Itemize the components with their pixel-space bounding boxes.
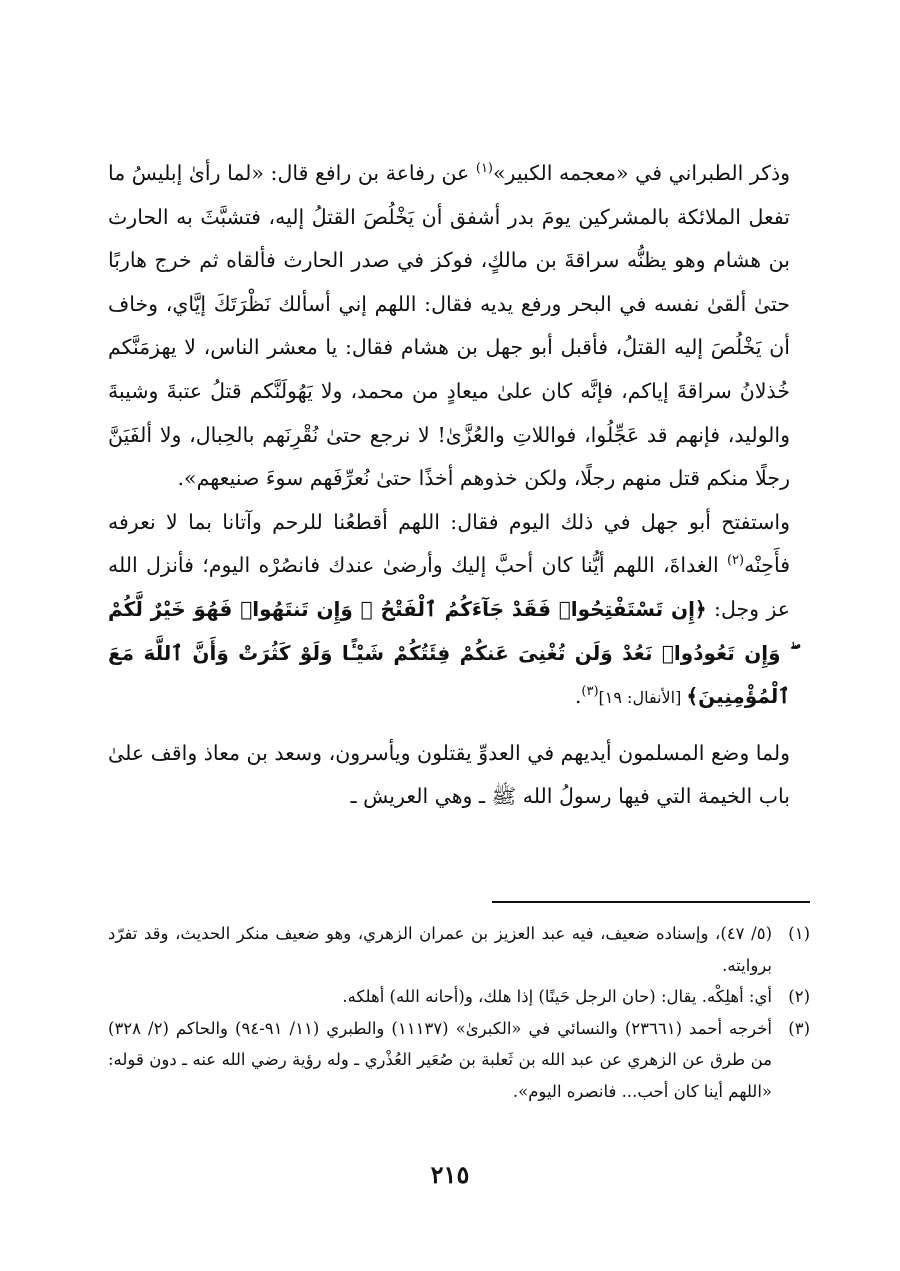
footnote-separator	[492, 901, 810, 903]
paragraph-spacer	[108, 720, 810, 732]
footnote-2	[108, 981, 810, 1013]
footnotes	[108, 918, 810, 1107]
footnote-ref-3: (٣)	[581, 684, 599, 700]
footnote-ref-1: (١)	[475, 161, 493, 177]
paragraph-1	[108, 152, 810, 501]
footnote-1	[108, 918, 810, 981]
verse-reference: [الأنفال: ١٩]	[598, 688, 687, 708]
paragraph-2-text-start: واستفتح أبو جهل في ذلك اليوم فقال: اللهم أقطعُنا للرحم وآتانا بما لا نعرفه فأَحِنْه	[108, 509, 790, 578]
paragraph-2-end: .	[574, 684, 582, 709]
paragraph-1-text-start: وذكر الطبراني في «معجمه الكبير»	[493, 161, 790, 185]
paragraph-1-text-end: عن رفاعة بن رافع قال: «لما رأىٰ إبليسُ ما تفعل الملائكة بالمشركين يومَ بدر أشفق أن يَخْلُصَ القتلُ إليه، فتشبَّثَ به الحارث بن هشام وهو يظنُّه سراقةَ بن مالكٍ، فوكز في صدر الحارث فألقاه ثم خرج هاربًا حتىٰ ألقىٰ نفسه في البحر ورفع يديه فقال: اللهم إني أسألك نَظْرَتَكَ إيَّاي، وخاف أن يَخْلُصَ إليه القتلُ، فأقبل أبو جهل بن هشام فقال: يا معشر الناس، لا يهزمَنَّكم خُذلانُ سراقةَ إياكم، فإنَّه كان علىٰ ميعادٍ من محمد، ولا يَهُولَنَّكم قتلُ عتبةَ وشيبةَ والوليد، فإنهم قد عَجِّلُوا، فواللاتِ والعُزَّىٰ! لا نرجع حتىٰ نُقْرِنَهم بالحِبال، ولا ألفَيَنَّ رجلًا منكم قتل منهم رجلًا، ولكن خذوهم أخذًا حتىٰ نُعرِّفَهم سوءَ صنيعهم».	[108, 161, 790, 491]
footnote-2-text: أي: أهلِكْه. يقال: (حان الرجل حَينًا) إذا هلك، و(أحانه الله) أهلكه.	[342, 987, 772, 1006]
footnote-3-text: أخرجه أحمد (٢٣٦٦١) والنسائي في «الكبرىٰ» (١١١٣٧) والطبري (١١/ ٩١-٩٤) والحاكم (٢/ ٣٢٨) من طرق عن الزهري عن عبد الله بن ثَعلبة بن صُعَير العُذْري ـ وله رؤية رضي الله عنه ـ دون قوله: «اللهم أينا كان أحب... فانصره اليوم».	[108, 1018, 772, 1101]
quran-verse: ﴿إِن تَسْتَفْتِحُوا۟ فَقَدْ جَآءَكُمُ ٱلْفَتْحُ ۖ وَإِن تَنتَهُوا۟ فَهُوَ خَيْرٌ لَّكُمْ ۖ وَإِن تَعُودُوا۟ نَعُدْ وَلَن تُغْنِىَ عَنكُمْ فِئَتُكُمْ شَيْـًٔا وَلَوْ كَثُرَتْ وَأَنَّ ٱللَّهَ مَعَ ٱلْمُؤْمِنِينَ﴾	[108, 596, 790, 709]
footnote-ref-2: (٢)	[726, 553, 745, 569]
main-text	[108, 152, 810, 819]
footnote-3	[108, 1013, 810, 1108]
paragraph-2	[108, 501, 810, 720]
page-number: ٢١٥	[430, 1160, 470, 1189]
footnote-3-number: (٣)	[788, 1018, 810, 1038]
paragraph-3	[108, 732, 810, 819]
paragraph-2-text-middle: الغداةَ، اللهم أيُّنا كان أحبَّ إليك وأرضىٰ عندك فانصُرْه اليوم؛ فأنزل الله عز وجل:	[108, 553, 790, 621]
footnote-1-text: (٥/ ٤٧)، وإسناده ضعيف، فيه عبد العزيز بن عمران الزهري، وهو ضعيف منكر الحديث، وقد تفرّد بروايته.	[108, 924, 772, 975]
footnote-2-number: (٢)	[788, 987, 810, 1006]
footnote-1-number: (١)	[788, 924, 810, 943]
paragraph-3-text: ولما وضع المسلمون أيديهم في العدوِّ يقتلون ويأسرون، وسعد بن معاذ واقف علىٰ باب الخيمة التي فيها رسولُ الله ﷺ ـ وهي العريش ـ	[108, 740, 790, 809]
